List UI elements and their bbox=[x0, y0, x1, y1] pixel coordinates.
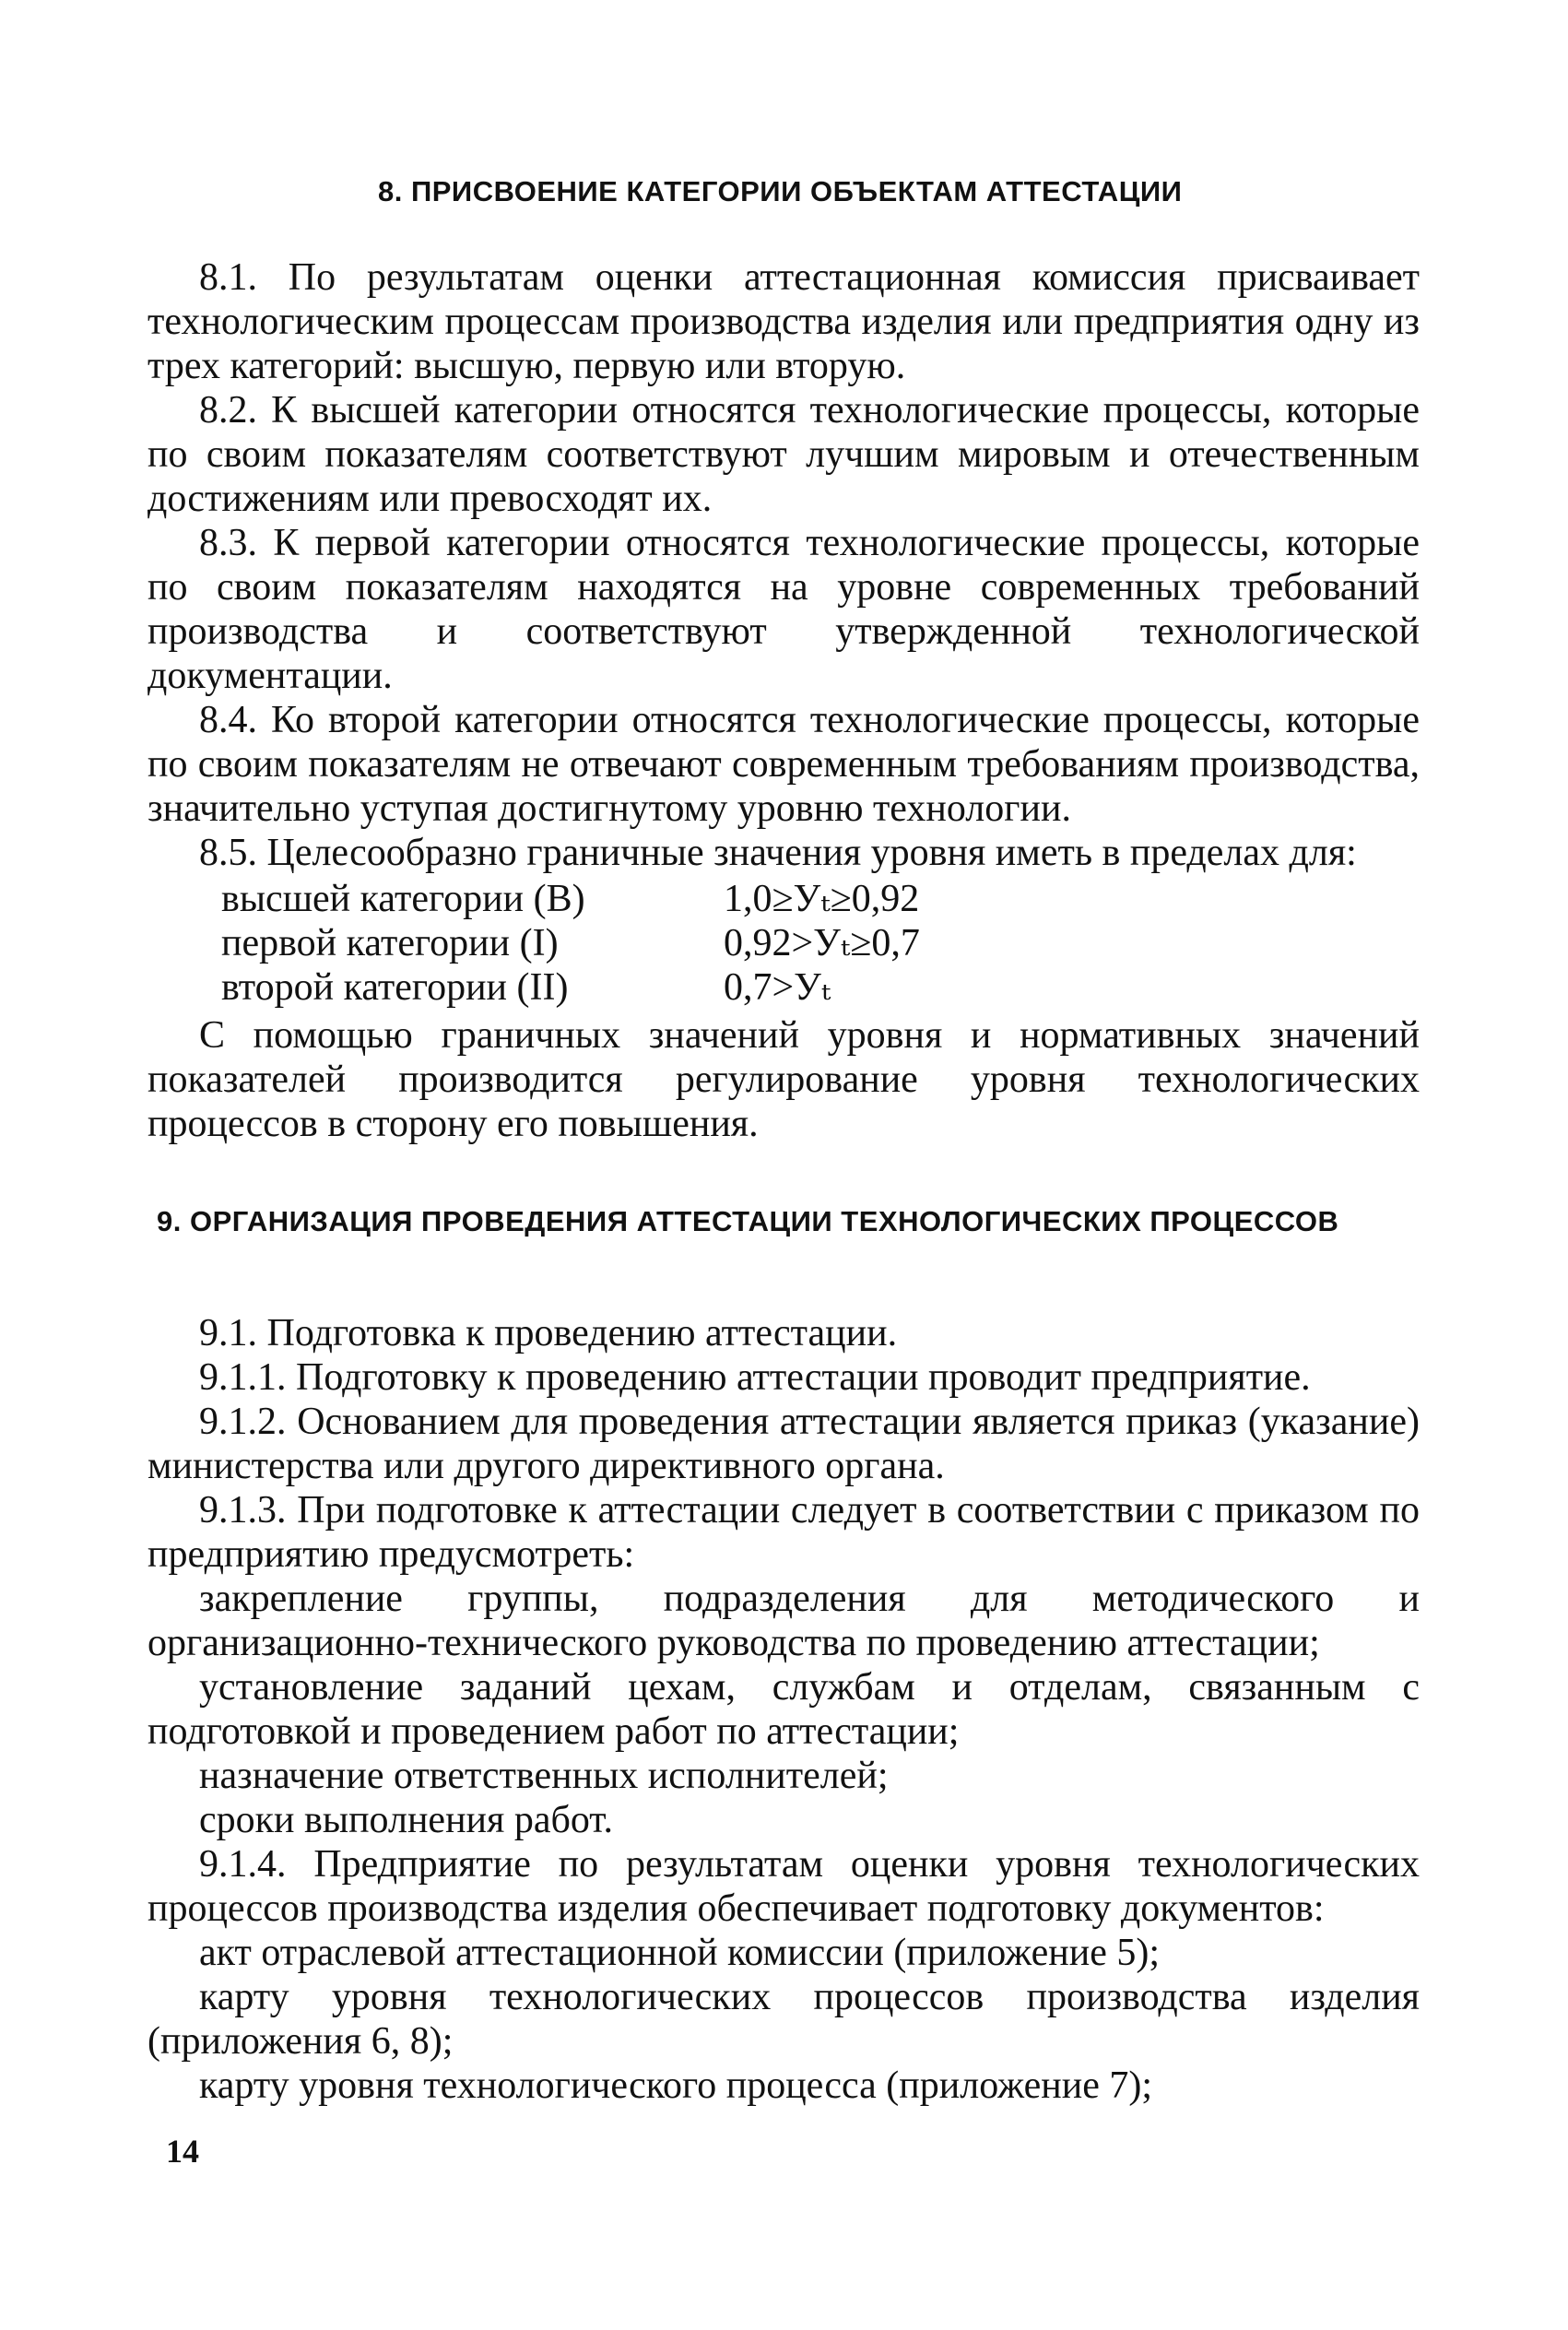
list-item: установление заданий цехам, службам и отделам, связанным с подготовкой и проведением работ по аттестации; bbox=[147, 1666, 1420, 1753]
paragraph-8-4: 8.4. Ко второй категории относятся технологические процессы, которые по своим показателям не отвечают современным требованиям производства, значительно уступая достигнутому уровню технологии. bbox=[147, 699, 1420, 830]
list-item: акт отраслевой аттестационной комиссии (приложение 5); bbox=[199, 1932, 1161, 1974]
category-ranges bbox=[147, 877, 1420, 1010]
range-value: 1,0≥Уₜ≥0,92 bbox=[724, 878, 920, 920]
list-item: карту уровня технологического процесса (приложение 7); bbox=[199, 2064, 1153, 2107]
list-item: сроки выполнения работ. bbox=[199, 1799, 613, 1841]
range-value: 0,92>Уₜ≥0,7 bbox=[724, 922, 920, 964]
range-category: второй категории (II) bbox=[221, 966, 569, 1009]
list-item: карту уровня технологических процессов производства изделия (приложения 6, 8); bbox=[147, 1976, 1420, 2063]
paragraph-9-1-4: 9.1.4. Предприятие по результатам оценки уровня технологических процессов производства изделия обеспечивает подготовку документов: bbox=[147, 1843, 1420, 1930]
paragraph-8-2: 8.2. К высшей категории относятся технологические процессы, которые по своим показателям соответствуют лучшим мировым и отечественным достижениям или превосходят их. bbox=[147, 389, 1420, 520]
paragraph-9-1: 9.1. Подготовка к проведению аттестации. bbox=[199, 1312, 898, 1354]
section-8-heading: 8. ПРИСВОЕНИЕ КАТЕГОРИИ ОБЪЕКТАМ АТТЕСТАЦИИ bbox=[378, 175, 1183, 207]
paragraph-8-conclusion: С помощью граничных значений уровня и нормативных значений показателей производится регулирование уровня технологических процессов в сторону его повышения. bbox=[147, 1014, 1420, 1145]
page-number: 14 bbox=[166, 2133, 199, 2170]
paragraph-9-1-2: 9.1.2. Основанием для проведения аттестации является приказ (указание) министерства или другого директивного органа. bbox=[147, 1401, 1420, 1487]
page-content bbox=[147, 148, 1420, 2108]
list-item: закрепление группы, подразделения для методического и организационно-технического руководства по проведению аттестации; bbox=[147, 1578, 1420, 1664]
paragraph-9-1-1: 9.1.1. Подготовку к проведению аттестации проводит предприятие. bbox=[199, 1356, 1311, 1399]
paragraph-8-3: 8.3. К первой категории относятся технологические процессы, которые по своим показателям находятся на уровне современных требований производства и соответствуют утвержденной технологической документации. bbox=[147, 522, 1420, 697]
paragraph-9-1-3: 9.1.3. При подготовке к аттестации следует в соответствии с приказом по предприятию предусмотреть: bbox=[147, 1489, 1420, 1576]
range-row bbox=[221, 921, 1420, 965]
paragraph-8-1: 8.1. По результатам оценки аттестационная комиссия присваивает технологическим процессам производства изделия или предприятия одну из трех категорий: высшую, первую или вторую. bbox=[147, 256, 1420, 387]
list-item: назначение ответственных исполнителей; bbox=[199, 1755, 889, 1797]
range-row bbox=[221, 877, 1420, 921]
range-value: 0,7>Уₜ bbox=[724, 966, 831, 1009]
section-9-heading: 9. ОРГАНИЗАЦИЯ ПРОВЕДЕНИЯ АТТЕСТАЦИИ ТЕХНОЛОГИЧЕСКИХ ПРОЦЕССОВ bbox=[157, 1205, 1339, 1237]
range-category: высшей категории (В) bbox=[221, 878, 585, 920]
range-row bbox=[221, 965, 1420, 1010]
range-category: первой категории (I) bbox=[221, 922, 559, 964]
paragraph-8-5: 8.5. Целесообразно граничные значения уровня иметь в пределах для: bbox=[199, 832, 1357, 874]
